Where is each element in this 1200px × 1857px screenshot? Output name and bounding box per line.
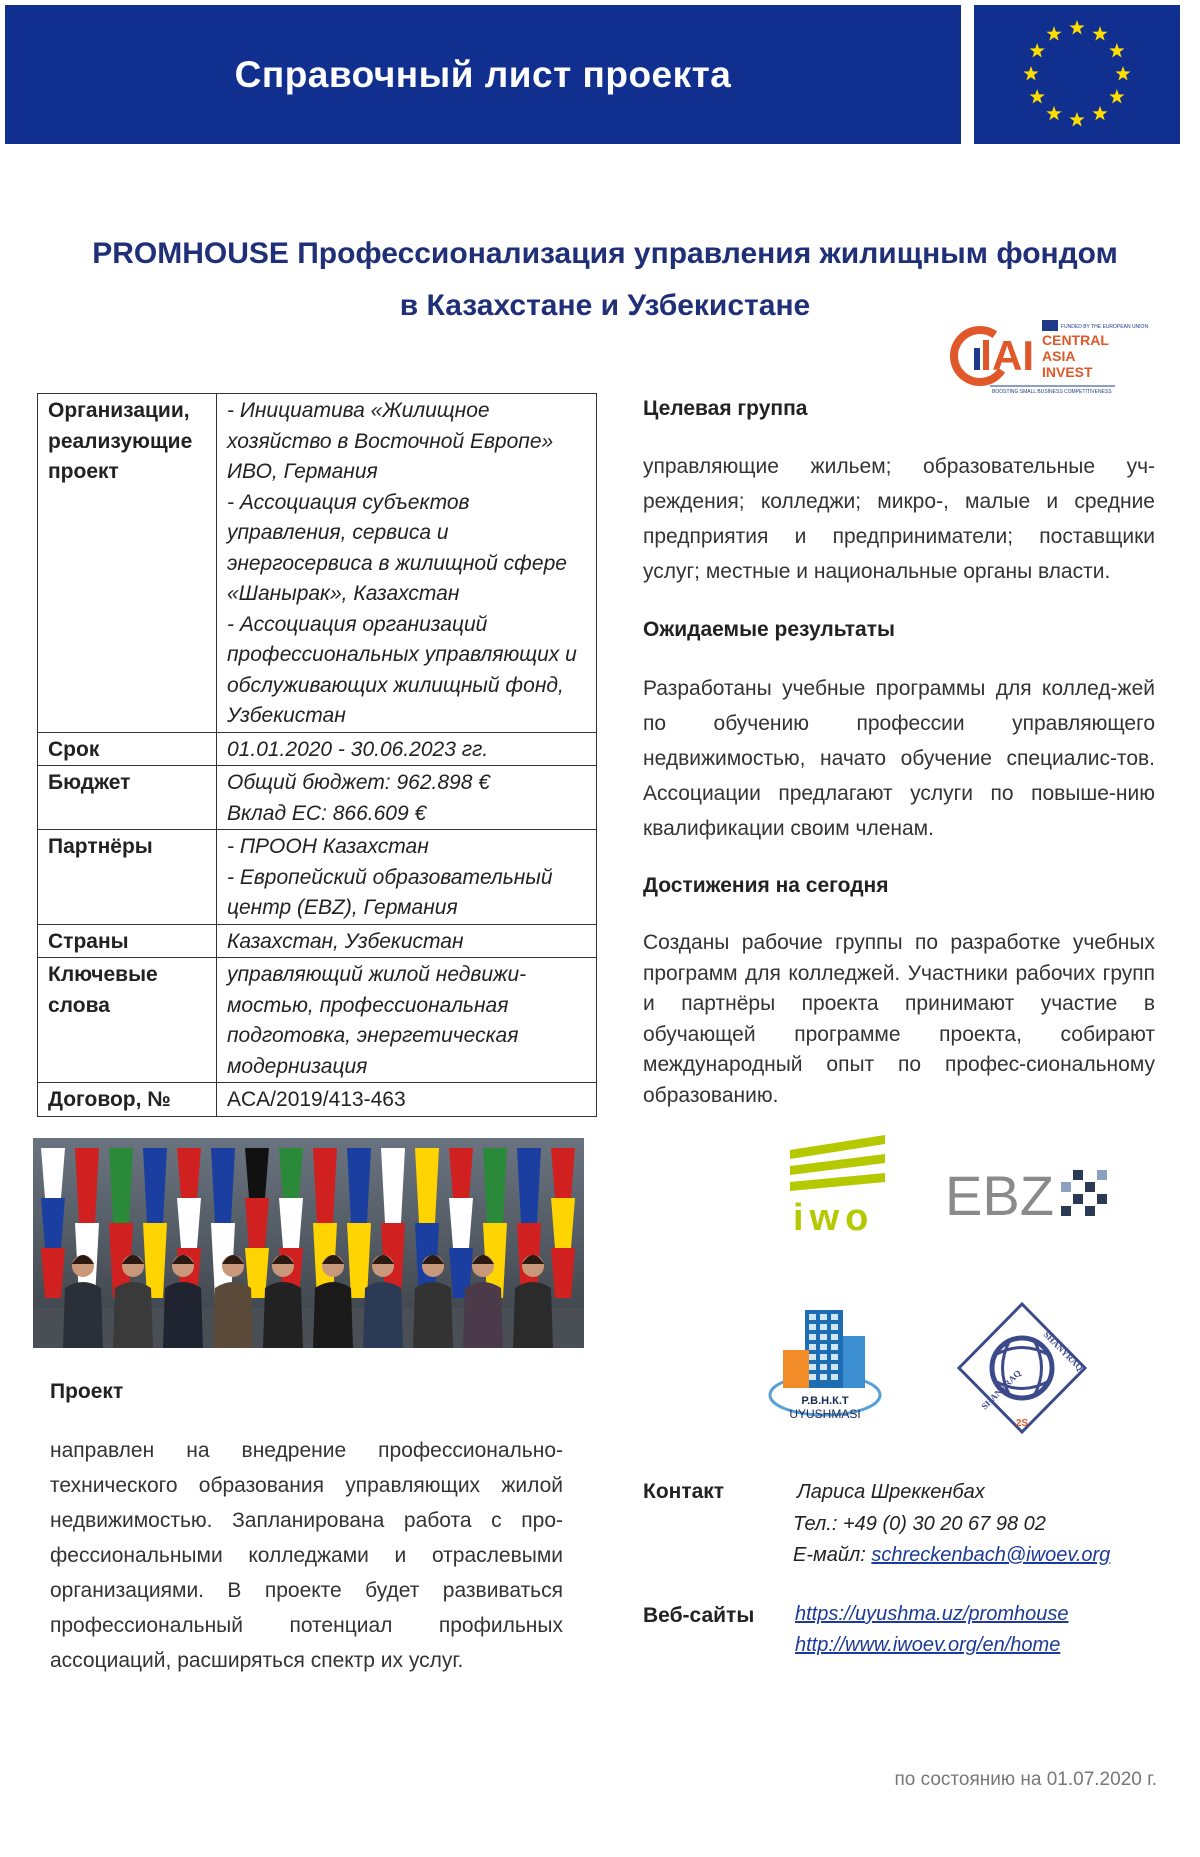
websites-label: Веб-сайты — [643, 1604, 755, 1627]
window-shape — [820, 1374, 827, 1380]
eu-star-icon — [1023, 66, 1038, 80]
svg-text:BOOSTING SMALL BUSINESS COMPET: BOOSTING SMALL BUSINESS COMPETITIVENESS — [992, 389, 1112, 395]
svg-text:EBZ: EBZ — [945, 1164, 1054, 1227]
window-shape — [820, 1354, 827, 1360]
table-row-key: Срок — [38, 732, 217, 766]
header-title: Справочный лист проекта — [234, 53, 732, 95]
contact-label: Контакт — [643, 1480, 725, 1503]
eu-star-icon — [1109, 43, 1124, 57]
website-link-iwoev[interactable]: http://www.iwoev.org/en/home — [795, 1634, 1061, 1656]
group-photo — [33, 1138, 584, 1348]
window-shape — [831, 1344, 838, 1350]
target-group-text: управляющие жильем; образовательные уч-реждения; колледжи; микро-, малые и средние предприятия и предприниматели; поставщики услуг; местные и национальные органы власти. — [643, 455, 1155, 583]
project-title-line1: PROMHOUSE Профессионализация управления жилищным фондом — [92, 237, 1118, 270]
window-shape — [831, 1334, 838, 1340]
eu-flag-logo — [974, 5, 1180, 144]
eu-star-icon — [1109, 89, 1124, 103]
iwo-logo — [785, 1130, 890, 1239]
achievements-text: Созданы рабочие группы по разработке учебных программ для колледжей. Участники рабочих групп и партнёры проекта принимают участие в обучающей программе проекта, собирают международный опыт по профес-сиональному образованию. — [643, 931, 1155, 1107]
contact-phone: Тел.: +49 (0) 30 20 67 98 02 — [793, 1513, 1046, 1535]
flag-shape — [347, 1148, 371, 1298]
flag-shape — [41, 1148, 65, 1298]
svg-text:CENTRAL: CENTRAL — [1042, 332, 1109, 348]
window-shape — [820, 1364, 827, 1370]
table-row-key: Партнёры — [38, 830, 217, 925]
window-shape — [831, 1324, 838, 1330]
window-shape — [809, 1374, 816, 1380]
svg-text:UYUSHMASI: UYUSHMASI — [789, 1407, 861, 1421]
table-row — [38, 394, 597, 733]
eu-star-icon — [1046, 106, 1061, 120]
shanyraq-logo — [955, 1300, 1090, 1440]
eu-star-icon — [1115, 66, 1130, 80]
window-shape — [809, 1354, 816, 1360]
window-shape — [820, 1314, 827, 1320]
table-row — [38, 958, 597, 1083]
table-row — [38, 766, 597, 830]
central-asia-invest-logo — [950, 318, 1149, 398]
target-group-heading: Целевая группа — [643, 397, 808, 420]
svg-text:INVEST: INVEST — [1042, 364, 1093, 380]
svg-text:Р.В.Н.К.Т: Р.В.Н.К.Т — [801, 1395, 849, 1407]
table-row-value: - Инициатива «Жилищное хозяйство в Восточной Европе» ИВО, Германия - Ассоциация субъектов управления, сервиса и энергосервиса в жилищной сфере «Шанырак», Казахстан - Ассоциация организаций профессиональных управляющих и обслуживающих жилищный фонд, Узбекистан — [217, 394, 597, 733]
window-shape — [809, 1364, 816, 1370]
window-shape — [831, 1314, 838, 1320]
svg-text:FUNDED BY THE EUROPEAN UNION: FUNDED BY THE EUROPEAN UNION — [1061, 324, 1149, 330]
project-text: направлен на внедрение профессионально-технического образования управляющих жилой недвижимостью. Запланирована работа с про-фессиональными колледжами и отраслевыми организациями. В проекте будет развиваться профессиональный потенциал профильных ассоциаций, расширяться спектр их услуг. — [50, 1439, 563, 1672]
table-row-key: Страны — [38, 924, 217, 958]
project-info-table — [37, 393, 597, 1117]
svg-text:ASIA: ASIA — [1042, 348, 1076, 364]
window-shape — [820, 1334, 827, 1340]
svg-text:iwo: iwo — [793, 1197, 875, 1239]
window-shape — [809, 1334, 816, 1340]
project-heading: Проект — [50, 1380, 124, 1403]
email-prefix: E-майл: — [793, 1544, 872, 1566]
window-shape — [820, 1324, 827, 1330]
window-shape — [809, 1314, 816, 1320]
window-shape — [831, 1354, 838, 1360]
table-row-key: Организации, реализующие проект — [38, 394, 217, 733]
table-row-value: - ПРООН Казахстан - Европейский образовательный центр (EBZ), Германия — [217, 830, 597, 925]
project-title — [40, 228, 1170, 332]
flag-shape — [245, 1148, 269, 1298]
footer-date: по состоянию на 01.07.2020 г. — [894, 1769, 1157, 1790]
svg-text:2S: 2S — [1015, 1418, 1029, 1429]
rbhkt-uyushmasi-logo — [765, 1300, 885, 1430]
eu-star-icon — [1030, 89, 1045, 103]
eu-star-icon — [1092, 106, 1107, 120]
contact-email-line — [793, 1540, 1110, 1572]
eu-star-icon — [1092, 26, 1107, 40]
table-row-key: Бюджет — [38, 766, 217, 830]
table-row — [38, 1083, 597, 1117]
svg-text:SHANYRAQ: SHANYRAQ — [1041, 1329, 1086, 1373]
results-heading: Ожидаемые результаты — [643, 618, 895, 641]
contact-name: Лариса Шреккенбах — [797, 1481, 985, 1503]
table-row — [38, 732, 597, 766]
results-text: Разработаны учебные программы для коллед-жей по обучению профессии управляющего недвижимостью, начато обучение специалис-тов. Ассоциации предлагают услуги по повыше-нию квалификации своим членам. — [643, 677, 1155, 840]
achievements-heading: Достижения на сегодня — [643, 874, 889, 897]
svg-text:SHANYRAQ: SHANYRAQ — [979, 1367, 1023, 1412]
window-shape — [809, 1324, 816, 1330]
table-row-value: ACA/2019/413-463 — [217, 1083, 597, 1117]
window-shape — [831, 1374, 838, 1380]
window-shape — [820, 1344, 827, 1350]
eu-star-icon — [1069, 20, 1084, 34]
website-link-uyushma[interactable]: https://uyushma.uz/promhouse — [795, 1603, 1069, 1625]
svg-text:AI: AI — [992, 332, 1034, 379]
table-row-value: управляющий жилой недвижи-мостью, профессиональная подготовка, энергетическая модернизация — [217, 958, 597, 1083]
table-row-key: Договор, № — [38, 1083, 217, 1117]
window-shape — [809, 1344, 816, 1350]
email-link[interactable]: schreckenbach@iwoev.org — [871, 1544, 1111, 1566]
ebz-logo — [945, 1160, 1120, 1230]
flag-shape — [551, 1148, 575, 1298]
table-row-value: Общий бюджет: 962.898 € Вклад ЕС: 866.609 € — [217, 766, 597, 830]
eu-star-icon — [1069, 112, 1084, 126]
table-row — [38, 924, 597, 958]
eu-star-icon — [1030, 43, 1045, 57]
eu-stars-icon — [974, 5, 1180, 144]
table-row-value: Казахстан, Узбекистан — [217, 924, 597, 958]
flag-shape — [143, 1148, 167, 1298]
table-row-key: Ключевые слова — [38, 958, 217, 1083]
eu-star-icon — [1046, 26, 1061, 40]
flag-shape — [449, 1148, 473, 1298]
window-shape — [831, 1364, 838, 1370]
project-title-line2: в Казахстане и Узбекистане — [399, 289, 811, 322]
table-row — [38, 830, 597, 925]
table-row-value: 01.01.2020 - 30.06.2023 гг. — [217, 732, 597, 766]
